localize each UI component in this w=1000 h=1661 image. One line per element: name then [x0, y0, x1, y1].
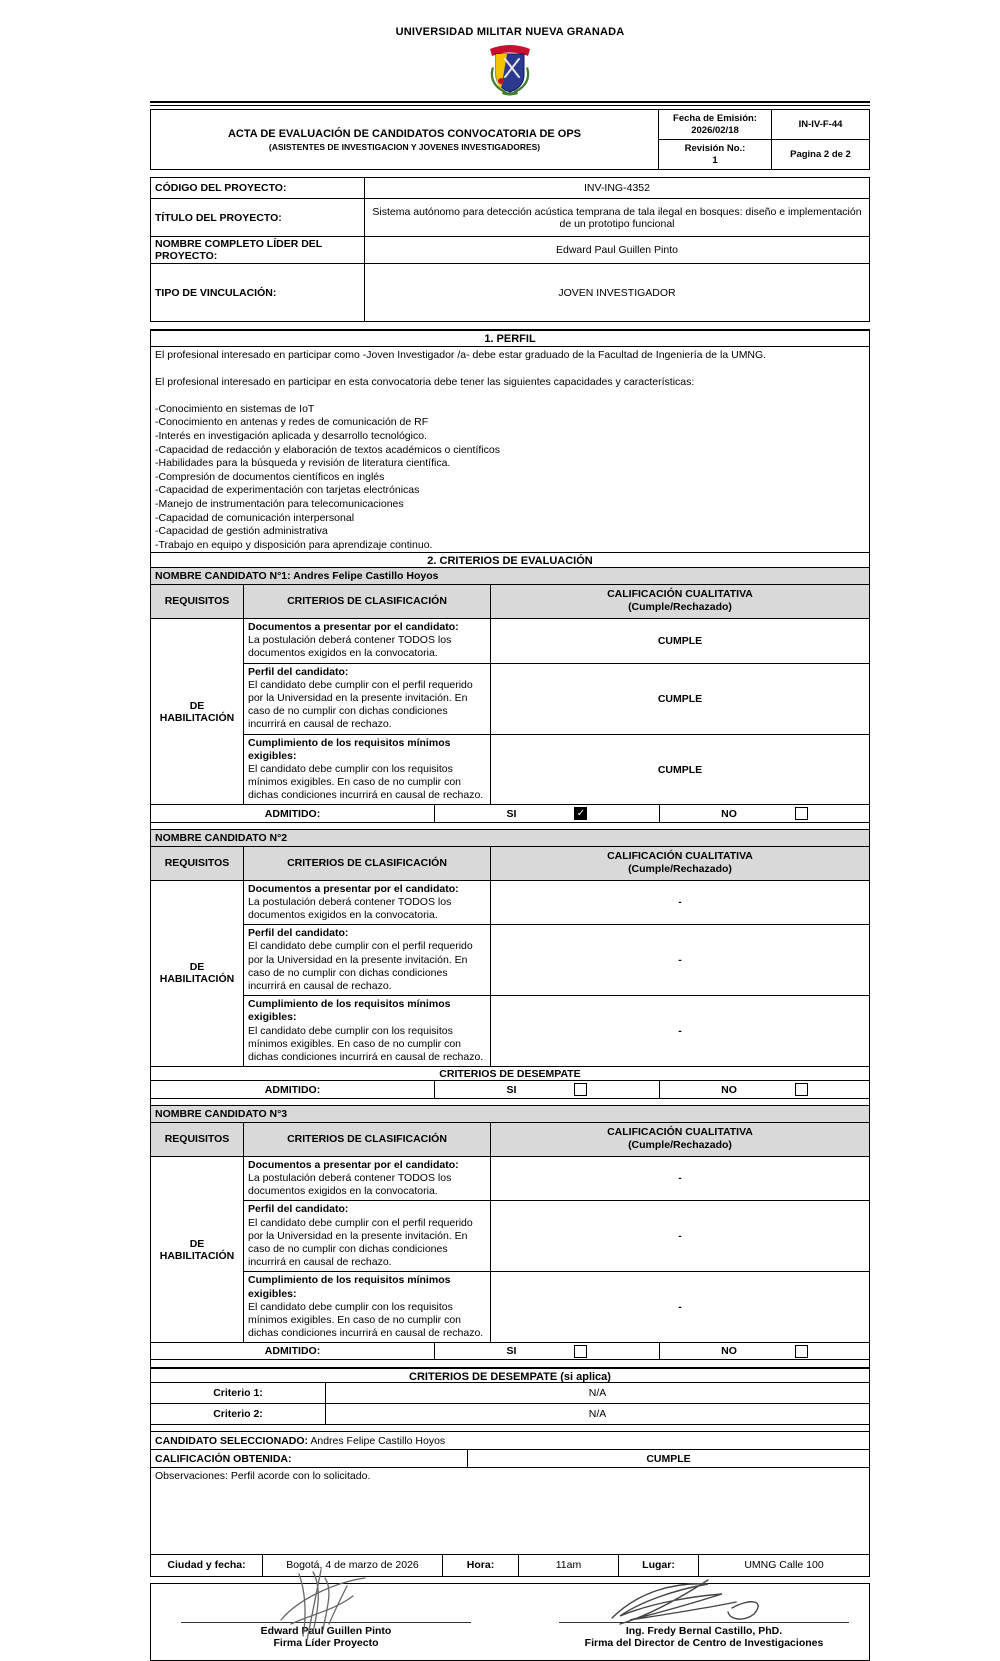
perfil-item: -Conocimiento en sistemas de IoT: [155, 402, 315, 415]
candidate3-admitido-row: [150, 1342, 870, 1361]
criterion-desc: El candidato debe cumplir con los requisitos mínimos exigibles. En caso de no cumplir con dichas condiciones incurrirá en causal de rechazo.: [248, 762, 484, 802]
col-requisitos: REQUISITOS: [151, 846, 244, 880]
admitido-label: ADMITIDO:: [151, 1342, 435, 1360]
selected-candidate-value: Andres Felipe Castillo Hoyos: [310, 1435, 446, 1448]
perfil-item: -Compresión de documentos científicos en inglés: [155, 470, 385, 483]
desempate-table: [150, 1382, 870, 1425]
candidate1-header: NOMBRE CANDIDATO N°1: Andres Felipe Castillo Hoyos: [150, 567, 870, 585]
criterio2-label: Criterio 2:: [151, 1404, 326, 1425]
criterion-desc: El candidato debe cumplir con los requisitos mínimos exigibles. En caso de no cumplir con dichas condiciones incurrirá en causal de rechazo.: [248, 1024, 484, 1063]
table-row: [151, 618, 870, 663]
admitido-label: ADMITIDO:: [151, 805, 435, 823]
candidate2-result-3: -: [491, 996, 870, 1067]
perfil-item: -Capacidad de gestión administrativa: [155, 525, 328, 538]
perfil-item: -Habilidades para la búsqueda y revisión de literatura científica.: [155, 457, 451, 470]
candidate1-admitido-row: [150, 804, 870, 823]
perfil-item: -Capacidad de redacción y elaboración de textos académicos o científicos: [155, 443, 500, 456]
candidate3-result-2: -: [491, 1201, 870, 1272]
perfil-item: -Conocimiento en antenas y redes de comunicación de RF: [155, 416, 429, 429]
observaciones-box: Observaciones: Perfil acorde con lo solicitado.: [150, 1467, 870, 1555]
criterion-title: Perfil del candidato:: [248, 1203, 349, 1216]
place-value: UMNG Calle 100: [699, 1554, 870, 1576]
title-block: [150, 109, 870, 170]
perfil-item: -Interés en investigación aplicada y desarrollo tecnológico.: [155, 430, 427, 443]
candidate3-si-checkbox[interactable]: [574, 1345, 587, 1358]
director-signature-role: Firma del Director de Centro de Investigaciones: [584, 1636, 824, 1649]
admitido-label: ADMITIDO:: [151, 1081, 435, 1099]
criterion-title: Cumplimiento de los requisitos mínimos exigibles:: [248, 736, 451, 762]
form-subtitle: (ASISTENTES DE INVESTIGACION Y JOVENES INVESTIGADORES): [268, 141, 541, 152]
evaluacion-title: 2. CRITERIOS DE EVALUACIÓN: [150, 552, 870, 569]
revision-label: Revisión No.:: [684, 142, 746, 154]
table-header-row: [151, 846, 870, 880]
criterion-desc: El candidato debe cumplir con el perfil requerido por la Universidad en la presente invitación. En caso de no cumplir con dichas condiciones incurrirá en causal de rechazo.: [248, 940, 473, 992]
col-calificacion: CALIFICACIÓN CUALITATIVA (Cumple/Rechazado): [491, 1122, 870, 1156]
desempate-row-label: CRITERIOS DE DESEMPATE: [150, 1066, 870, 1082]
si-label: SI: [506, 1083, 517, 1096]
criterion-title: Documentos a presentar por el candidato:: [248, 620, 459, 633]
place-label: Lugar:: [619, 1554, 699, 1576]
col-criterios: CRITERIOS DE CLASIFICACIÓN: [244, 584, 491, 618]
table-row: [151, 264, 870, 322]
criterion-desc: El candidato debe cumplir con el perfil requerido por la Universidad en la presente invitación. En caso de no cumplir con dichas condiciones incurrirá en causal de rechazo.: [248, 1216, 473, 1269]
desempate-title: CRITERIOS DE DESEMPATE (si aplica): [150, 1367, 870, 1384]
requisito-group: DE HABILITACIÓN: [151, 618, 244, 805]
page-number: Pagina 2 de 2: [772, 140, 870, 170]
candidate1-no-checkbox[interactable]: [795, 807, 808, 820]
vinculacion-label: TIPO DE VINCULACIÓN:: [151, 264, 365, 322]
candidate2-no-checkbox[interactable]: [795, 1083, 808, 1096]
form-title: ACTA DE EVALUACIÓN DE CANDIDATOS CONVOCATORIA DE OPS: [227, 127, 582, 140]
vinculacion-value: JOVEN INVESTIGADOR: [365, 264, 870, 322]
selected-candidate-label: CANDIDATO SELECCIONADO:: [155, 1435, 309, 1448]
project-leader-value: Edward Paul Guillen Pinto: [365, 237, 870, 264]
candidate3-no-checkbox[interactable]: [795, 1345, 808, 1358]
document-page: [150, 26, 870, 1661]
table-row: [151, 880, 870, 925]
col-calificacion: CALIFICACIÓN CUALITATIVA (Cumple/Rechazado): [491, 846, 870, 880]
candidate2-result-2: -: [491, 925, 870, 996]
director-signature-name: Ing. Fredy Bernal Castillo, PhD.: [625, 1624, 783, 1637]
criterion-desc: La postulación deberá contener TODOS los documentos exigidos en la convocatoria.: [248, 1171, 452, 1198]
leader-signature-block: [181, 1584, 471, 1649]
no-label: NO: [721, 1083, 737, 1096]
leader-signature-name: Edward Paul Guillen Pinto: [260, 1624, 392, 1637]
form-code: IN-IV-F-44: [772, 110, 870, 140]
city-date-row: [150, 1554, 870, 1577]
criterion-title: Perfil del candidato:: [248, 927, 349, 940]
criterion-desc: La postulación deberá contener TODOS los documentos exigidos en la convocatoria.: [248, 895, 452, 921]
requisito-group: DE HABILITACIÓN: [151, 880, 244, 1067]
criterion-title: Documentos a presentar por el candidato:: [248, 1158, 459, 1171]
candidate3-header: NOMBRE CANDIDATO N°3: [150, 1105, 870, 1123]
perfil-section: [150, 329, 870, 569]
si-label: SI: [506, 807, 517, 820]
perfil-item: -Capacidad de experimentación con tarjetas electrónicas: [155, 484, 420, 497]
perfil-text: [150, 347, 870, 554]
signatures-section: [150, 1583, 870, 1661]
criterion-title: Cumplimiento de los requisitos mínimos exigibles:: [248, 998, 451, 1024]
criterio1-value: N/A: [326, 1383, 870, 1404]
university-logo: [150, 41, 870, 99]
table-header-row: [151, 584, 870, 618]
table-row: [151, 1383, 870, 1404]
criterion-desc: El candidato debe cumplir con los requisitos mínimos exigibles. En caso de no cumplir con dichas condiciones incurrirá en causal de rechazo.: [248, 1300, 484, 1340]
project-code-value: INV-ING-4352: [365, 178, 870, 199]
perfil-paragraph: El profesional interesado en participar como -Joven Investigador /a- debe estar graduado de la Facultad de Ingeniería de la UMNG.: [155, 348, 767, 361]
candidate2-si-checkbox[interactable]: [574, 1083, 587, 1096]
candidate3-result-3: -: [491, 1272, 870, 1343]
project-leader-label: NOMBRE COMPLETO LÍDER DEL PROYECTO:: [151, 237, 365, 264]
candidate3-result-1: -: [491, 1156, 870, 1201]
perfil-paragraph: El profesional interesado en participar en esta convocatoria debe tener las siguientes capacidades y características:: [155, 375, 695, 388]
table-row: [151, 178, 870, 199]
project-title-value: Sistema autónomo para detección acústica temprana de tala ilegal en bosques: diseño e implementación de un prototipo funcional: [365, 199, 870, 237]
table-row: [151, 734, 870, 805]
university-crest-icon: [486, 41, 534, 97]
col-requisitos: REQUISITOS: [151, 584, 244, 618]
project-title-label: TÍTULO DEL PROYECTO:: [151, 199, 365, 237]
no-label: NO: [721, 807, 737, 820]
criterion-title: Perfil del candidato:: [248, 665, 349, 678]
col-criterios: CRITERIOS DE CLASIFICACIÓN: [244, 1122, 491, 1156]
calificacion-label: CALIFICACIÓN OBTENIDA:: [151, 1449, 468, 1468]
revision-value: 1: [712, 154, 718, 166]
criterion-desc: El candidato debe cumplir con el perfil requerido por la Universidad en la presente invitación. En caso de no cumplir con dichas condiciones incurrirá en causal de rechazo.: [248, 678, 473, 731]
candidate1-result-3: CUMPLE: [491, 734, 870, 805]
perfil-item: -Manejo de instrumentación para telecomunicaciones: [155, 498, 404, 511]
signature-line: [559, 1622, 849, 1623]
emission-date-value: 2026/02/18: [691, 124, 739, 136]
candidate1-result-2: CUMPLE: [491, 663, 870, 734]
candidate2-admitido-row: [150, 1080, 870, 1099]
time-label: Hora:: [443, 1554, 519, 1576]
calificacion-value: CUMPLE: [468, 1449, 870, 1468]
table-row: [151, 199, 870, 237]
table-row: [151, 237, 870, 264]
table-row: [151, 1272, 870, 1343]
table-row: [151, 663, 870, 734]
criterio2-value: N/A: [326, 1404, 870, 1425]
perfil-title: 1. PERFIL: [150, 330, 870, 347]
candidate1-result-1: CUMPLE: [491, 618, 870, 663]
university-name: UNIVERSIDAD MILITAR NUEVA GRANADA: [395, 26, 625, 38]
project-code-label: CÓDIGO DEL PROYECTO:: [151, 178, 365, 199]
table-row: [151, 1156, 870, 1201]
table-header-row: [151, 1122, 870, 1156]
col-calificacion: CALIFICACIÓN CUALITATIVA (Cumple/Rechazado): [491, 584, 870, 618]
time-value: 11am: [519, 1554, 619, 1576]
header-divider: [150, 101, 870, 106]
candidate3-criteria-table: [150, 1122, 870, 1344]
city-date-label: Ciudad y fecha:: [151, 1554, 263, 1576]
project-info-table: [150, 177, 870, 322]
candidate1-si-checkbox[interactable]: ✓: [574, 807, 587, 820]
table-row: [151, 925, 870, 996]
leader-signature-role: Firma Líder Proyecto: [273, 1636, 379, 1649]
table-row: [151, 996, 870, 1067]
no-label: NO: [721, 1345, 737, 1358]
criterion-desc: La postulación deberá contener TODOS los documentos exigidos en la convocatoria.: [248, 634, 452, 660]
criterion-title: Cumplimiento de los requisitos mínimos exigibles:: [248, 1274, 451, 1300]
candidate2-result-1: -: [491, 880, 870, 925]
perfil-item: -Capacidad de comunicación interpersonal: [155, 511, 355, 524]
table-row: [151, 1201, 870, 1272]
selected-candidate-row: [150, 1431, 870, 1450]
candidate2-header: NOMBRE CANDIDATO N°2: [150, 829, 870, 847]
si-label: SI: [506, 1345, 517, 1358]
col-criterios: CRITERIOS DE CLASIFICACIÓN: [244, 846, 491, 880]
table-row: [151, 1404, 870, 1425]
candidate2-criteria-table: [150, 846, 870, 1068]
signature-line: [181, 1622, 471, 1623]
calificacion-row: [150, 1449, 870, 1469]
perfil-item: -Trabajo en equipo y disposición para aprendizaje continuo.: [155, 538, 433, 551]
col-requisitos: REQUISITOS: [151, 1122, 244, 1156]
criterio1-label: Criterio 1:: [151, 1383, 326, 1404]
emission-date-label: Fecha de Emisión:: [673, 112, 757, 124]
criterion-title: Documentos a presentar por el candidato:: [248, 882, 459, 895]
requisito-group: DE HABILITACIÓN: [151, 1156, 244, 1343]
candidate1-criteria-table: [150, 584, 870, 806]
director-signature-block: [559, 1584, 849, 1649]
city-date-value: Bogotá, 4 de marzo de 2026: [263, 1554, 443, 1576]
